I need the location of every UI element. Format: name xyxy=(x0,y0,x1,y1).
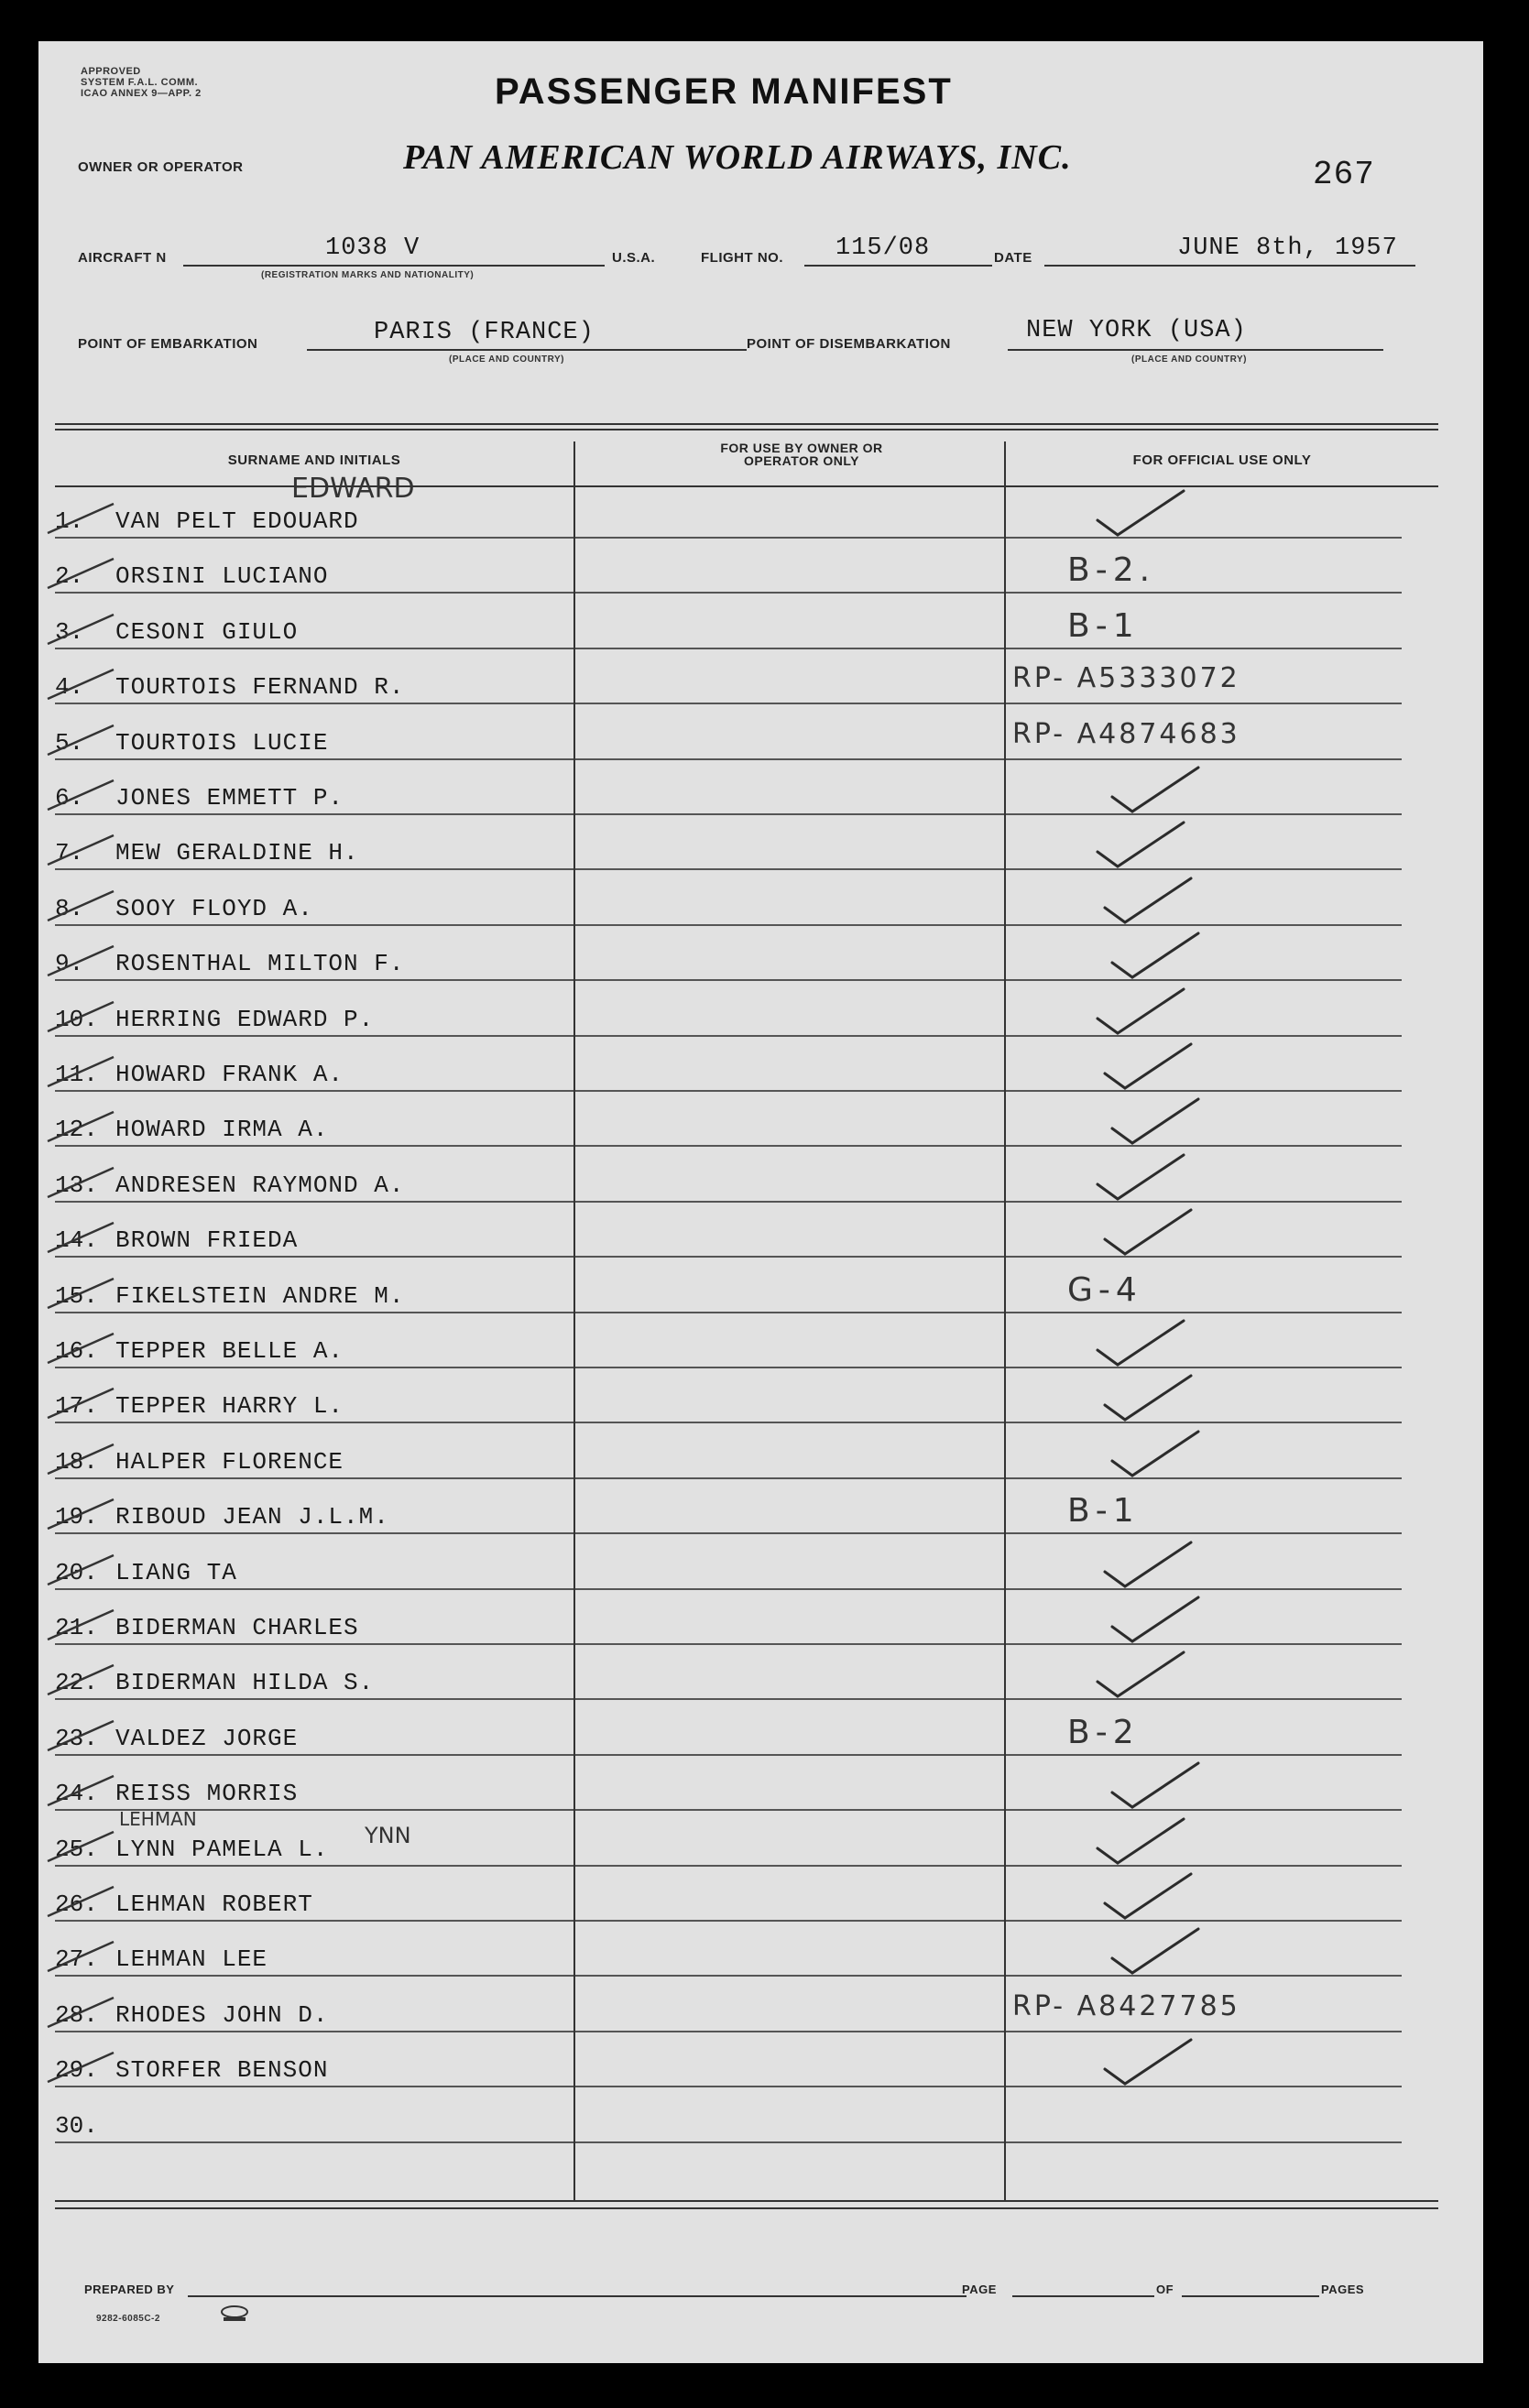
passenger-name: RHODES JOHN D. xyxy=(115,2001,329,2029)
passenger-name: LEHMAN LEE xyxy=(115,1945,268,1973)
row-rule xyxy=(1006,1532,1402,1534)
row-rule xyxy=(55,1090,573,1092)
row-rule xyxy=(55,1367,573,1368)
row-rule xyxy=(575,1145,1004,1147)
embarkation-value: PARIS (FRANCE) xyxy=(374,319,595,346)
disembarkation-place-note: (PLACE AND COUNTRY) xyxy=(1131,354,1247,365)
row-rule xyxy=(1006,592,1402,594)
row-rule xyxy=(55,1532,573,1534)
row-rule xyxy=(55,648,573,649)
row-tick-icon xyxy=(44,1883,117,1924)
column-divider xyxy=(573,441,575,2202)
row-tick-icon xyxy=(44,722,117,763)
row-number: 3. xyxy=(55,618,84,646)
row-rule xyxy=(575,1312,1004,1313)
page-number: 267 xyxy=(1313,156,1375,193)
row-rule xyxy=(575,1422,1004,1423)
row-tick-icon xyxy=(44,1938,117,1979)
row-tick-icon xyxy=(44,832,117,873)
passenger-name: HERRING EDWARD P. xyxy=(115,1006,375,1033)
row-tick-icon xyxy=(44,1330,117,1371)
row-number: 4. xyxy=(55,673,84,701)
passenger-name: LYNN PAMELA L. xyxy=(115,1836,329,1863)
row-rule xyxy=(55,2086,573,2087)
row-rule xyxy=(55,2141,573,2143)
row-tick-icon xyxy=(44,942,117,984)
row-rule xyxy=(55,1920,573,1922)
flight-value: 115/08 xyxy=(835,234,931,262)
official-annotation: G-4 xyxy=(1067,1271,1142,1309)
row-tick-icon xyxy=(44,1607,117,1648)
column-header-owner-use: FOR USE BY OWNER OR OPERATOR ONLY xyxy=(720,441,883,468)
row-rule xyxy=(55,592,573,594)
row-rule xyxy=(1006,648,1402,649)
official-annotation: B-1 xyxy=(1067,1492,1140,1530)
row-tick-icon xyxy=(44,1772,117,1814)
official-check-icon xyxy=(1105,760,1206,815)
row-number: 1. xyxy=(55,507,84,535)
usa-label: U.S.A. xyxy=(612,250,656,266)
passenger-name: LEHMAN ROBERT xyxy=(115,1890,313,1918)
passenger-name: TEPPER HARRY L. xyxy=(115,1392,344,1420)
passenger-name: MEW GERALDINE H. xyxy=(115,839,359,866)
passenger-name: TOURTOIS LUCIE xyxy=(115,729,329,757)
handwritten-correction: LEHMAN xyxy=(119,1808,197,1830)
approval-line: ICAO ANNEX 9—APP. 2 xyxy=(81,88,202,99)
handwritten-correction: YNN xyxy=(365,1823,411,1848)
row-rule xyxy=(55,703,573,704)
row-rule xyxy=(55,1312,573,1313)
official-check-icon xyxy=(1090,1645,1191,1700)
approval-line: SYSTEM F.A.L. COMM. xyxy=(81,77,199,88)
row-tick-icon xyxy=(44,1994,117,2035)
row-rule xyxy=(575,979,1004,981)
printer-seal-icon xyxy=(216,2303,253,2326)
row-tick-icon xyxy=(44,2049,117,2090)
row-rule xyxy=(55,1201,573,1203)
passenger-name: BROWN FRIEDA xyxy=(115,1226,299,1254)
row-number: 9. xyxy=(55,950,84,977)
official-annotation: B-1 xyxy=(1067,607,1140,645)
prepared-by-label: PREPARED BY xyxy=(84,2283,175,2296)
row-rule xyxy=(575,537,1004,539)
date-label: DATE xyxy=(994,250,1032,266)
row-tick-icon xyxy=(44,1828,117,1869)
table-bottom-rule xyxy=(55,2200,1438,2202)
column-divider xyxy=(1004,441,1006,2202)
row-number: 29. xyxy=(55,2056,98,2084)
row-rule xyxy=(575,868,1004,870)
row-number: 24. xyxy=(55,1780,98,1807)
row-tick-icon xyxy=(44,888,117,929)
embarkation-place-note: (PLACE AND COUNTRY) xyxy=(449,354,564,365)
row-number: 16. xyxy=(55,1337,98,1365)
row-number: 11. xyxy=(55,1061,98,1088)
form-code: 9282-6085C-2 xyxy=(96,2314,160,2324)
passenger-name: ANDRESEN RAYMOND A. xyxy=(115,1171,405,1199)
passenger-name: VAN PELT EDOUARD xyxy=(115,507,359,535)
official-check-icon xyxy=(1090,1812,1191,1867)
passenger-name: SOOY FLOYD A. xyxy=(115,895,313,922)
disembarkation-value: NEW YORK (USA) xyxy=(1026,317,1247,344)
row-rule xyxy=(1006,2031,1402,2032)
row-number: 6. xyxy=(55,784,84,812)
row-number: 22. xyxy=(55,1669,98,1696)
approval-line: APPROVED xyxy=(81,66,141,77)
row-tick-icon xyxy=(44,555,117,596)
passenger-name: BIDERMAN CHARLES xyxy=(115,1614,359,1641)
passenger-name: HOWARD FRANK A. xyxy=(115,1061,344,1088)
row-rule xyxy=(55,1422,573,1423)
row-number: 26. xyxy=(55,1890,98,1918)
passenger-name: TOURTOIS FERNAND R. xyxy=(115,673,405,701)
row-tick-icon xyxy=(44,1552,117,1593)
passenger-name: JONES EMMETT P. xyxy=(115,784,344,812)
row-rule xyxy=(55,1754,573,1756)
row-number: 19. xyxy=(55,1503,98,1531)
row-rule xyxy=(1006,1367,1402,1368)
table-top-rule xyxy=(55,423,1438,425)
row-rule xyxy=(575,1256,1004,1258)
column-header-surname: SURNAME AND INITIALS xyxy=(227,452,401,468)
row-tick-icon xyxy=(44,666,117,707)
row-rule xyxy=(1006,1698,1402,1700)
row-rule xyxy=(1006,2086,1402,2087)
passenger-name: TEPPER BELLE A. xyxy=(115,1337,344,1365)
embarkation-underline xyxy=(307,349,747,351)
official-check-icon xyxy=(1098,1368,1198,1423)
row-rule xyxy=(575,1698,1004,1700)
pages-label: PAGES xyxy=(1321,2283,1365,2296)
row-number: 20. xyxy=(55,1559,98,1586)
official-check-icon xyxy=(1105,1092,1206,1147)
row-rule xyxy=(575,1643,1004,1645)
official-annotation: RP- A4874683 xyxy=(1012,718,1240,750)
row-rule xyxy=(575,2086,1004,2087)
row-rule xyxy=(575,1477,1004,1479)
header-rule xyxy=(55,485,1438,487)
row-number: 5. xyxy=(55,729,84,757)
official-check-icon xyxy=(1098,1203,1198,1258)
disembarkation-underline xyxy=(1008,349,1383,351)
official-check-icon xyxy=(1090,484,1191,539)
registration-note: (REGISTRATION MARKS AND NATIONALITY) xyxy=(261,270,475,280)
row-number: 7. xyxy=(55,839,84,866)
official-check-icon xyxy=(1090,1313,1191,1368)
row-rule xyxy=(1006,868,1402,870)
row-rule xyxy=(1006,1422,1402,1423)
official-check-icon xyxy=(1105,926,1206,981)
row-rule xyxy=(575,1809,1004,1811)
row-rule xyxy=(575,1367,1004,1368)
passenger-name: REISS MORRIS xyxy=(115,1780,299,1807)
row-rule xyxy=(575,1035,1004,1037)
row-tick-icon xyxy=(44,1275,117,1316)
row-rule xyxy=(575,1975,1004,1977)
embarkation-label: POINT OF EMBARKATION xyxy=(78,336,258,352)
row-number: 2. xyxy=(55,562,84,590)
passenger-name: BIDERMAN HILDA S. xyxy=(115,1669,375,1696)
row-tick-icon xyxy=(44,1108,117,1150)
official-check-icon xyxy=(1105,1756,1206,1811)
passenger-name: ORSINI LUCIANO xyxy=(115,562,329,590)
row-number: 15. xyxy=(55,1282,98,1310)
row-number: 21. xyxy=(55,1614,98,1641)
prepared-by-line xyxy=(188,2295,967,2297)
official-check-icon xyxy=(1098,2032,1198,2087)
row-rule xyxy=(575,1090,1004,1092)
row-rule xyxy=(55,1865,573,1867)
official-annotation: B-2 xyxy=(1067,1714,1140,1751)
official-check-icon xyxy=(1105,1424,1206,1479)
owner-label: OWNER OR OPERATOR xyxy=(78,159,244,175)
row-number: 27. xyxy=(55,1945,98,1973)
row-rule xyxy=(575,1920,1004,1922)
aircraft-underline xyxy=(183,265,605,267)
row-number: 25. xyxy=(55,1836,98,1863)
page-label: PAGE xyxy=(962,2283,997,2296)
row-rule xyxy=(575,924,1004,926)
official-annotation: RP- A5333072 xyxy=(1012,662,1240,694)
row-rule xyxy=(575,592,1004,594)
row-rule xyxy=(55,1588,573,1590)
row-rule xyxy=(55,2031,573,2032)
row-number: 10. xyxy=(55,1006,98,1033)
row-rule xyxy=(55,758,573,760)
page-line xyxy=(1012,2295,1154,2297)
passenger-name: RIBOUD JEAN J.L.M. xyxy=(115,1503,389,1531)
row-tick-icon xyxy=(44,1496,117,1537)
row-number: 8. xyxy=(55,895,84,922)
flight-label: FLIGHT NO. xyxy=(701,250,783,266)
row-rule xyxy=(575,2141,1004,2143)
row-rule xyxy=(55,1477,573,1479)
row-number: 12. xyxy=(55,1116,98,1143)
row-rule xyxy=(1006,1256,1402,1258)
row-number: 28. xyxy=(55,2001,98,2029)
column-header-official-use: FOR OFFICIAL USE ONLY xyxy=(1132,452,1312,468)
passenger-name: FIKELSTEIN ANDRE M. xyxy=(115,1282,405,1310)
passenger-name: STORFER BENSON xyxy=(115,2056,329,2084)
row-tick-icon xyxy=(44,777,117,818)
row-number: 18. xyxy=(55,1448,98,1476)
approval-stamp xyxy=(81,66,202,99)
of-line xyxy=(1182,2295,1319,2297)
row-tick-icon xyxy=(44,1164,117,1205)
row-rule xyxy=(1006,537,1402,539)
row-rule xyxy=(575,1754,1004,1756)
row-tick-icon xyxy=(44,998,117,1040)
row-tick-icon xyxy=(44,1441,117,1482)
official-check-icon xyxy=(1090,815,1191,870)
row-tick-icon xyxy=(44,1662,117,1703)
official-annotation: B-2. xyxy=(1067,551,1156,589)
row-rule xyxy=(55,1975,573,1977)
row-rule xyxy=(575,813,1004,815)
table-bottom-rule-2 xyxy=(55,2207,1438,2209)
aircraft-value: 1038 V xyxy=(325,234,420,262)
row-tick-icon xyxy=(44,1219,117,1260)
row-rule xyxy=(55,1256,573,1258)
date-underline xyxy=(1044,265,1415,267)
date-value: JUNE 8th, 1957 xyxy=(1177,234,1398,262)
official-check-icon xyxy=(1098,1037,1198,1092)
disembarkation-label: POINT OF DISEMBARKATION xyxy=(747,336,951,352)
row-rule xyxy=(575,758,1004,760)
official-check-icon xyxy=(1090,1148,1191,1203)
aircraft-label: AIRCRAFT N xyxy=(78,250,167,266)
row-rule xyxy=(1006,1865,1402,1867)
row-rule xyxy=(55,1035,573,1037)
row-rule xyxy=(575,648,1004,649)
of-label: OF xyxy=(1156,2283,1174,2296)
row-rule xyxy=(575,1865,1004,1867)
row-tick-icon xyxy=(44,500,117,541)
passenger-name: LIANG TA xyxy=(115,1559,237,1586)
row-rule xyxy=(575,1588,1004,1590)
page-title: PASSENGER MANIFEST xyxy=(495,71,953,112)
passenger-name: VALDEZ JORGE xyxy=(115,1725,299,1752)
official-check-icon xyxy=(1098,1867,1198,1922)
row-rule xyxy=(55,537,573,539)
official-annotation: RP- A8427785 xyxy=(1012,1990,1240,2022)
row-rule xyxy=(1006,1035,1402,1037)
row-tick-icon xyxy=(44,1717,117,1759)
row-tick-icon xyxy=(44,1385,117,1426)
row-rule xyxy=(55,1698,573,1700)
row-rule xyxy=(1006,2141,1402,2143)
row-rule xyxy=(1006,1201,1402,1203)
official-check-icon xyxy=(1105,1590,1206,1645)
row-number: 17. xyxy=(55,1392,98,1420)
row-rule xyxy=(55,924,573,926)
row-number: 30. xyxy=(55,2112,98,2140)
row-number: 13. xyxy=(55,1171,98,1199)
passenger-name: ROSENTHAL MILTON F. xyxy=(115,950,405,977)
row-tick-icon xyxy=(44,1053,117,1095)
row-number: 23. xyxy=(55,1725,98,1752)
row-rule xyxy=(55,1145,573,1147)
row-rule xyxy=(1006,1312,1402,1313)
row-rule xyxy=(55,813,573,815)
row-tick-icon xyxy=(44,611,117,652)
row-rule xyxy=(55,1643,573,1645)
row-rule xyxy=(55,868,573,870)
table-top-rule-2 xyxy=(55,429,1438,430)
passenger-name: HALPER FLORENCE xyxy=(115,1448,344,1476)
passenger-name: CESONI GIULO xyxy=(115,618,299,646)
official-check-icon xyxy=(1098,871,1198,926)
row-rule xyxy=(1006,703,1402,704)
row-rule xyxy=(575,1532,1004,1534)
operator-name: PAN AMERICAN WORLD AIRWAYS, INC. xyxy=(403,138,1072,177)
handwritten-correction: EDWARD xyxy=(291,473,415,505)
flight-underline xyxy=(804,265,992,267)
passenger-name: HOWARD IRMA A. xyxy=(115,1116,329,1143)
official-check-icon xyxy=(1090,982,1191,1037)
official-check-icon xyxy=(1105,1922,1206,1977)
row-rule xyxy=(575,1201,1004,1203)
row-rule xyxy=(55,979,573,981)
row-rule xyxy=(575,703,1004,704)
official-check-icon xyxy=(1098,1535,1198,1590)
row-number: 14. xyxy=(55,1226,98,1254)
row-rule xyxy=(575,2031,1004,2032)
